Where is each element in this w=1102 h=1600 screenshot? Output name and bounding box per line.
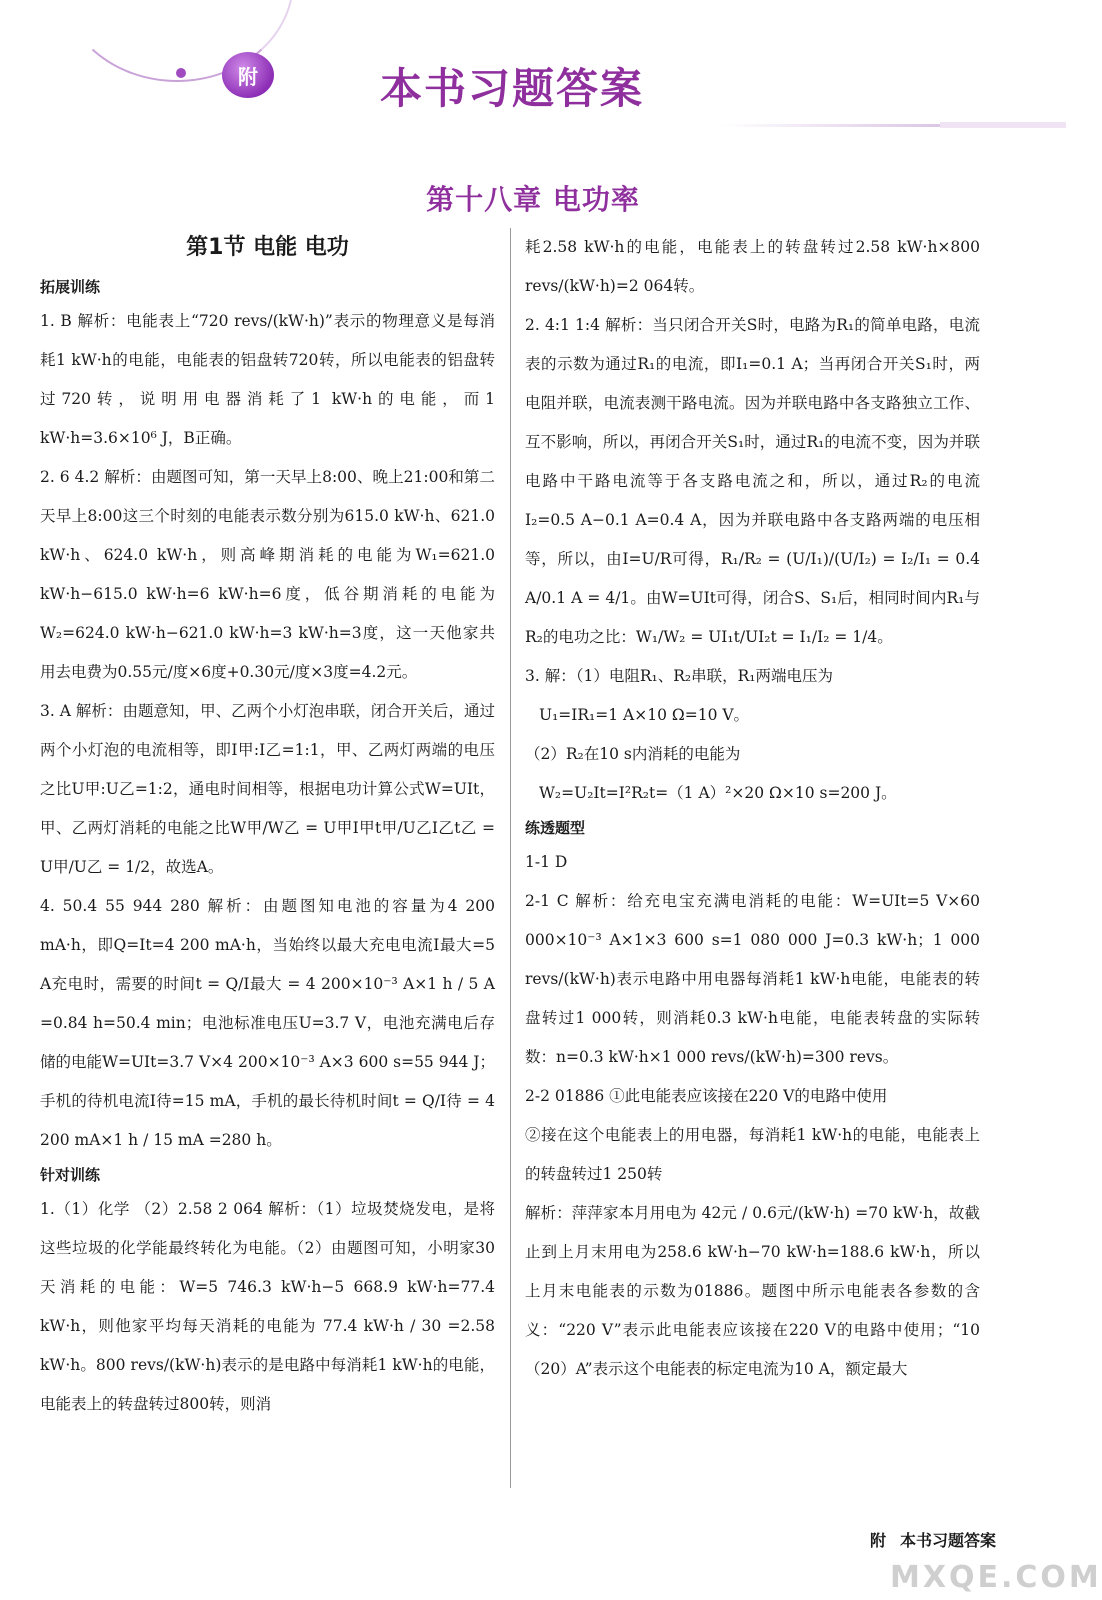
targeted-answer-3b: U₁=IR₁=1 A×10 Ω=10 V。: [539, 706, 750, 724]
practice-2-1: 2-1 C 解析：给充电宝充满电消耗的电能：W=UIt=5 V×60 000×10⁻³ A×1×3 600 s=1 080 000 J=0.3 kW·h；1 000 revs/(kW·h)表示电路中用电器每消耗1 kW·h电能，电能表的转盘转过1 000转，则消耗0.3 kW·h电能，电能表转盘的实际转数：n=0.3 kW·h×1 000 revs/(kW·h)=300 revs。: [525, 892, 980, 1066]
answer-1: 1. B 解析：电能表上“720 revs/(kW·h)”表示的物理意义是每消耗1 kW·h的电能，电能表的铝盘转720转，所以电能表的铝盘转过720转，说明用电器消耗了1 kW·h的电能，而1 kW·h=3.6×10⁶ J，B正确。: [40, 312, 495, 447]
practice-2-2b: ②接在这个电能表上的用电器，每消耗1 kW·h的电能，电能表上的转盘转过1 250转: [525, 1126, 980, 1183]
left-column: [40, 228, 495, 1424]
footer-title: 本书习题答案: [899, 1531, 996, 1550]
section-title: 第1节 电能 电功: [186, 235, 349, 260]
practice-1-1: 1-1 D: [525, 853, 568, 871]
answer-2: 2. 6 4.2 解析：由题图可知，第一天早上8:00、晚上21:00和第二天早上8:00这三个时刻的电能表示数分别为615.0 kW·h、621.0 kW·h、624.0 kW·h，则高峰期消耗的电能为W₁=621.0 kW·h−615.0 kW·h=6 kW·h=6度，低谷期消耗的电能为W₂=624.0 kW·h−621.0 kW·h=3 kW·h=3度，这一天他家共用去电费为0.55元/度×6度+0.30元/度×3度=4.2元。: [40, 468, 495, 681]
targeted-answer-2: 2. 4:1 1:4 解析：当只闭合开关S时，电路为R₁的简单电路，电流表的示数为通过R₁的电流，即I₁=0.1 A；当再闭合开关S₁时，两电阻并联，电流表测干路电流。因为并联电路中各支路独立工作、互不影响，所以，再闭合开关S₁时，通过R₁的电流不变，因为并联电路中干路电流等于各支路电流之和，所以，通过R₂的电流I₂=0.5 A−0.1 A=0.4 A，因为并联电路中各支路两端的电压相等，所以，由I=U/R可得，R₁/R₂ = (U/I₁)/(U/I₂) = I₂/I₁ = 0.4 A/0.1 A = 4/1。由W=UIt可得，闭合S、S₁后，相同时间内R₁与R₂的电功之比：W₁/W₂ = UI₁t/UI₂t = I₁/I₂ = 1/4。: [525, 316, 980, 646]
right-column: [525, 228, 980, 1389]
practice-2-2a: 2-2 01886 ①此电能表应该接在220 V的电路中使用: [525, 1087, 888, 1105]
footer-label: 附: [869, 1531, 886, 1550]
targeted-answer-3a: 3. 解：（1）电阻R₁、R₂串联，R₁两端电压为: [525, 667, 833, 685]
page-footer: [856, 1528, 996, 1551]
targeted-answer-3c: （2）R₂在10 s内消耗的电能为: [525, 745, 741, 763]
answer-4: 4. 50.4 55 944 280 解析：由题图知电池的容量为4 200 mA·h，即Q=It=4 200 mA·h，当始终以最大充电电流I最大=5 A充电时，需要的时间t = Q/I最大 = 4 200×10⁻³ A×1 h / 5 A =0.84 h=50.4 min；电池标准电压U=3.7 V，电池充满电后存储的电能W=UIt=3.7 V×4 200×10⁻³ A×3 600 s=55 944 J；手机的待机电流I待=15 mA，手机的最长待机时间t = Q/I待 = 4 200 mA×1 h / 15 mA =280 h。: [40, 897, 495, 1149]
header-rule-end: [940, 122, 1066, 128]
subheading-extension: 拓展训练: [40, 278, 101, 296]
watermark: MXQE.COM: [890, 1560, 1102, 1595]
header-rule: [720, 124, 950, 127]
targeted-answer-1-cont: 耗2.58 kW·h的电能，电能表上的转盘转过2.58 kW·h×800 revs/(kW·h)=2 064转。: [525, 238, 980, 295]
targeted-answer-3d: W₂=U₂It=I²R₂t=（1 A）²×20 Ω×10 s=200 J。: [539, 784, 897, 802]
answer-3: 3. A 解析：由题意知，甲、乙两个小灯泡串联，闭合开关后，通过两个小灯泡的电流相等，即I甲:I乙=1:1，甲、乙两灯两端的电压之比U甲:U乙=1:2，通电时间相等，根据电功计算公式W=UIt，甲、乙两灯消耗的电能之比W甲/W乙 = U甲I甲t甲/U乙I乙t乙 = U甲/U乙 = 1/2，故选A。: [40, 702, 495, 876]
practice-2-2c: 解析：萍萍家本月用电为 42元 / 0.6元/(kW·h) =70 kW·h，故截止到上月末用电为258.6 kW·h−70 kW·h=188.6 kW·h，所以上月末电能表的示数为01886。题图中所示电能表各参数的含义：“220 V”表示此电能表应该接在220 V的电路中使用；“10（20）A”表示这个电能表的标定电流为10 A，额定最大: [525, 1204, 980, 1378]
subheading-practice: 练透题型: [525, 819, 586, 837]
appendix-badge: 附: [222, 52, 274, 98]
targeted-answer-1: 1.（1）化学 （2）2.58 2 064 解析：（1）垃圾焚烧发电，是将这些垃圾的化学能最终转化为电能。（2）由题图可知，小明家30天消耗的电能：W=5 746.3 kW·h−5 668.9 kW·h=77.4 kW·h，则他家平均每天消耗的电能为 77.4 kW·h / 30 =2.58 kW·h。800 revs/(kW·h)表示的是电路中每消耗1 kW·h的电能，电能表上的转盘转过800转，则消: [40, 1200, 495, 1413]
page-header: [0, 0, 1066, 135]
decorative-dot: [176, 68, 186, 78]
column-divider: [510, 228, 511, 1488]
chapter-title: 第十八章 电功率: [426, 183, 640, 216]
book-title: 本书习题答案: [380, 64, 645, 113]
subheading-targeted: 针对训练: [40, 1166, 101, 1184]
